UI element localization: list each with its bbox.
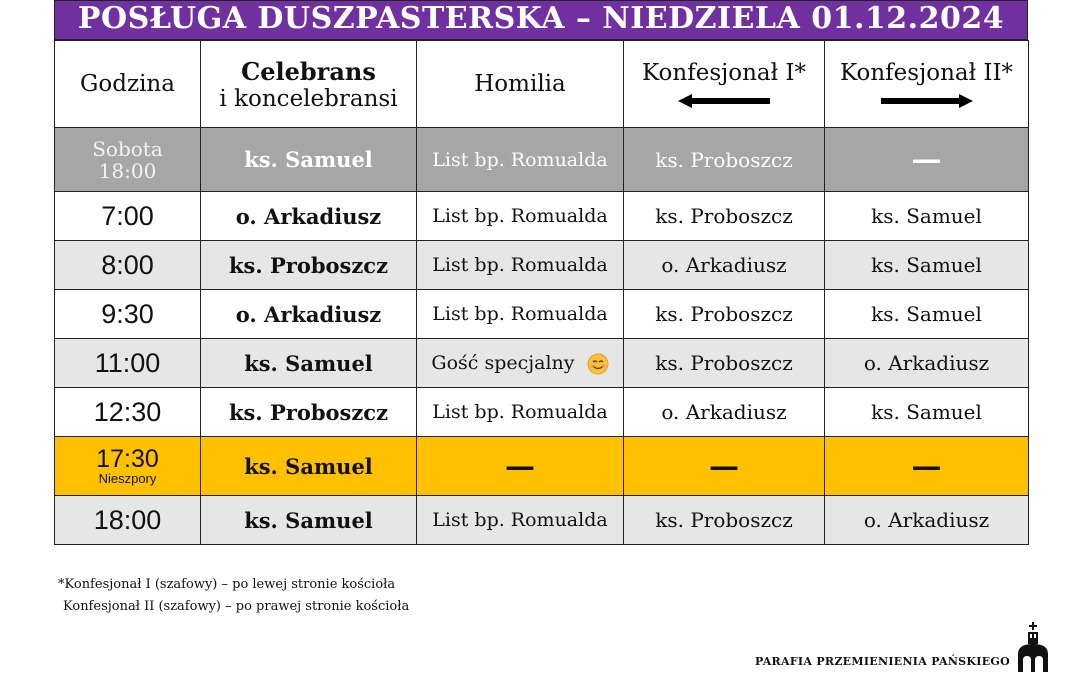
arrow-right-icon bbox=[881, 94, 973, 108]
table-row bbox=[55, 192, 1029, 241]
row-celebrant: ks. Samuel bbox=[201, 339, 417, 388]
row-celebrant: ks. Proboszcz bbox=[201, 388, 417, 437]
row-hour: 12:30 bbox=[55, 388, 201, 437]
row-celebrant: ks. Samuel bbox=[201, 437, 417, 496]
row-celebrant: ks. Proboszcz bbox=[201, 241, 417, 290]
church-logo-icon bbox=[1016, 622, 1050, 672]
row-hour: 9:30 bbox=[55, 290, 201, 339]
row-hour: 7:00 bbox=[55, 192, 201, 241]
row-confessional-2: — bbox=[825, 128, 1029, 192]
footnotes bbox=[58, 574, 409, 618]
table-row bbox=[55, 290, 1029, 339]
row-homily bbox=[417, 339, 624, 388]
row-hour bbox=[55, 128, 201, 192]
table-row bbox=[55, 388, 1029, 437]
header-hour: Godzina bbox=[55, 41, 201, 128]
table-row bbox=[55, 128, 1029, 192]
row-confessional-1: ks. Proboszcz bbox=[624, 192, 825, 241]
row-confessional-1: ks. Proboszcz bbox=[624, 339, 825, 388]
row-confessional-1: ks. Proboszcz bbox=[624, 496, 825, 545]
row-confessional-2: o. Arkadiusz bbox=[825, 339, 1029, 388]
table-row bbox=[55, 339, 1029, 388]
row-homily-text: Gość specjalny bbox=[431, 351, 575, 374]
row-hour-time: 17:30 bbox=[96, 445, 159, 473]
header-homily: Homilia bbox=[417, 41, 624, 128]
row-hour: 11:00 bbox=[55, 339, 201, 388]
header-confessional-2 bbox=[825, 41, 1029, 128]
row-hour: 8:00 bbox=[55, 241, 201, 290]
page-title: POSŁUGA DUSZPASTERSKA – NIEDZIELA 01.12.2024 bbox=[54, 0, 1028, 40]
row-hour-time: 18:00 bbox=[98, 158, 157, 183]
row-celebrant: ks. Samuel bbox=[201, 496, 417, 545]
table-row bbox=[55, 437, 1029, 496]
row-homily: List bp. Romualda bbox=[417, 388, 624, 437]
row-celebrant: ks. Samuel bbox=[201, 128, 417, 192]
table-row bbox=[55, 241, 1029, 290]
header-celebrant bbox=[201, 41, 417, 128]
schedule-table bbox=[54, 40, 1029, 545]
row-hour-day: Sobota bbox=[92, 136, 163, 161]
row-confessional-2: ks. Samuel bbox=[825, 290, 1029, 339]
arrow-left-icon bbox=[678, 94, 770, 108]
row-confessional-2: ks. Samuel bbox=[825, 241, 1029, 290]
row-confessional-1: o. Arkadiusz bbox=[624, 388, 825, 437]
row-confessional-1: ks. Proboszcz bbox=[624, 128, 825, 192]
row-hour: 18:00 bbox=[55, 496, 201, 545]
row-homily: — bbox=[417, 437, 624, 496]
row-confessional-2: ks. Samuel bbox=[825, 388, 1029, 437]
row-hour-note: Nieszpory bbox=[98, 471, 157, 486]
row-confessional-2: ks. Samuel bbox=[825, 192, 1029, 241]
header-confessional-1 bbox=[624, 41, 825, 128]
smiley-icon bbox=[587, 353, 609, 375]
header-confessional-2-label: Konfesjonał II* bbox=[839, 60, 1014, 86]
row-homily: List bp. Romualda bbox=[417, 241, 624, 290]
row-homily: List bp. Romualda bbox=[417, 192, 624, 241]
row-homily: List bp. Romualda bbox=[417, 290, 624, 339]
row-homily: List bp. Romualda bbox=[417, 128, 624, 192]
row-confessional-1: ks. Proboszcz bbox=[624, 290, 825, 339]
row-celebrant: o. Arkadiusz bbox=[201, 290, 417, 339]
header-celebrant-bold: Celebrans bbox=[241, 56, 376, 86]
table-row bbox=[55, 496, 1029, 545]
header-confessional-1-label: Konfesjonał I* bbox=[641, 60, 806, 86]
header-celebrant-rest: i koncelebransi bbox=[219, 85, 398, 112]
row-confessional-2: — bbox=[825, 437, 1029, 496]
row-hour bbox=[55, 437, 201, 496]
row-homily: List bp. Romualda bbox=[417, 496, 624, 545]
parish-footer bbox=[755, 622, 1050, 672]
row-celebrant: o. Arkadiusz bbox=[201, 192, 417, 241]
row-confessional-2: o. Arkadiusz bbox=[825, 496, 1029, 545]
parish-name: PARAFIA PRZEMIENIENIA PAŃSKIEGO bbox=[754, 655, 1010, 668]
row-confessional-1: o. Arkadiusz bbox=[624, 241, 825, 290]
header-row bbox=[55, 41, 1029, 128]
row-confessional-1: — bbox=[624, 437, 825, 496]
footnote-confessional-1: *Konfesjonał I (szafowy) – po lewej stronie kościoła bbox=[58, 577, 396, 592]
footnote-confessional-2: Konfesjonał II (szafowy) – po prawej stronie kościoła bbox=[63, 599, 410, 614]
